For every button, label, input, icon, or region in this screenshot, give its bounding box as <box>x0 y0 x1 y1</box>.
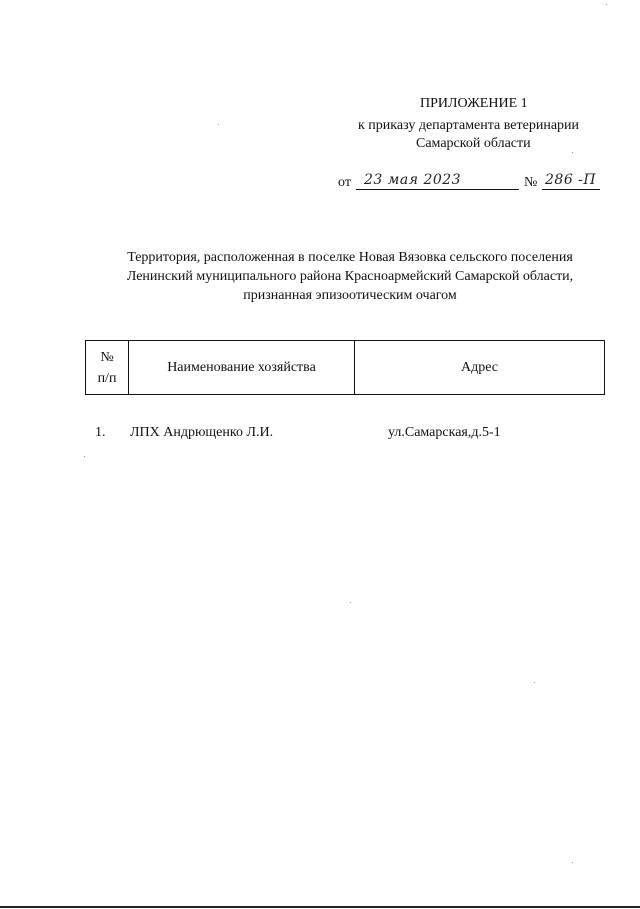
scan-speck <box>572 152 573 153</box>
handwritten-number: 286 -П <box>545 172 597 188</box>
scan-speck <box>606 4 607 5</box>
scan-speck <box>534 682 535 683</box>
title-line-1: Территория, расположенная в поселке Новая Вязовка сельского поселения <box>127 250 573 265</box>
column-number-header <box>86 341 129 395</box>
number-label: № <box>524 175 538 190</box>
row-farm-name: ЛПХ Андрющенко Л.И. <box>130 425 274 440</box>
scan-bottom-edge <box>0 906 640 908</box>
appendix-region-line: Самарской области <box>416 136 531 151</box>
scan-speck <box>84 456 85 457</box>
appendix-title: ПРИЛОЖЕНИЕ 1 <box>420 96 528 111</box>
document-title <box>80 248 620 305</box>
column-name-header: Наименование хозяйства <box>129 341 355 395</box>
column-address-header: Адрес <box>355 341 605 395</box>
table-header <box>85 340 605 395</box>
scan-speck <box>218 124 219 125</box>
scan-speck <box>572 862 573 863</box>
date-underline <box>356 189 519 190</box>
handwritten-date: 23 мая 2023 <box>364 172 462 188</box>
row-number: 1. <box>95 425 106 440</box>
column-number-symbol: № <box>100 349 114 365</box>
number-underline <box>542 189 600 190</box>
scan-speck <box>350 602 351 603</box>
appendix-order-line: к приказу департамента ветеринарии <box>358 118 580 133</box>
title-line-2: Ленинский муниципального района Красноармейский Самарской области, <box>126 269 574 284</box>
column-number-abbr: п/п <box>97 370 117 386</box>
date-label: от <box>338 175 351 190</box>
title-line-3: признанная эпизоотическим очагом <box>243 288 457 303</box>
row-address: ул.Самарская,д.5-1 <box>388 425 501 440</box>
